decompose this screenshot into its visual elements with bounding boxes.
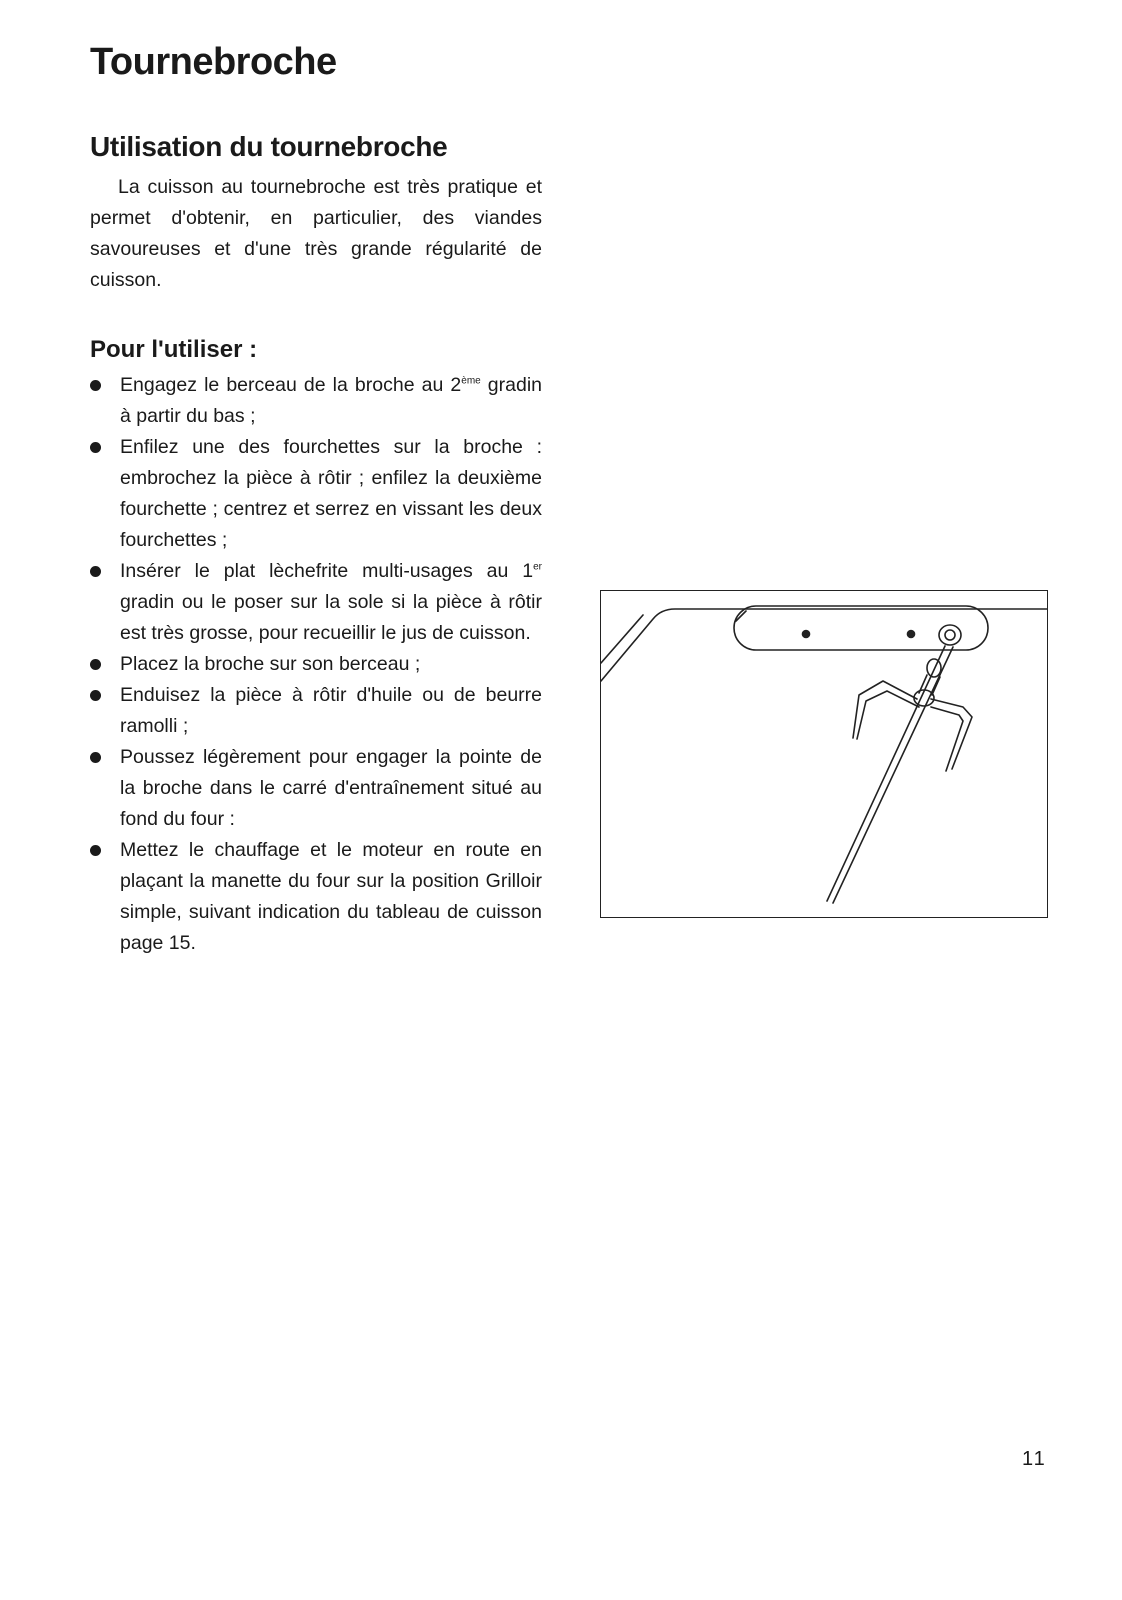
section-heading: Utilisation du tournebroche	[90, 131, 448, 162]
bullet-icon	[90, 442, 101, 453]
step-text: Insérer le plat lèchefrite multi-usages au 1	[120, 560, 534, 582]
instruction-step-6	[90, 742, 542, 835]
bullet-icon	[90, 752, 101, 763]
instruction-step-5	[90, 680, 542, 742]
step-text: Placez la broche sur son berceau ;	[120, 653, 421, 675]
rotisserie-spit-icon	[601, 591, 1048, 918]
step-superscript: ème	[461, 375, 481, 387]
bullet-icon	[90, 659, 101, 670]
instruction-step-2	[90, 432, 542, 556]
step-text: Engagez le berceau de la broche au 2	[120, 374, 462, 396]
page-title: Tournebroche	[90, 41, 337, 83]
instruction-step-4	[90, 649, 542, 680]
rotisserie-figure	[600, 590, 1048, 918]
bullet-icon	[90, 566, 101, 577]
step-text: Poussez légèrement pour engager la pointe de la broche dans le carré d'entraînement situé au fond du four :	[120, 746, 542, 830]
instructions-heading: Pour l'utiliser :	[90, 336, 258, 363]
step-superscript: er	[533, 561, 542, 573]
step-text: Enduisez la pièce à rôtir d'huile ou de beurre ramolli ;	[120, 684, 542, 737]
instruction-step-3	[90, 556, 542, 649]
step-text: Mettez le chauffage et le moteur en route en plaçant la manette du four sur la position Grilloir simple, suivant indication du tableau de cuisson page 15.	[120, 839, 542, 954]
step-text-continued: gradin à partir du bas ;	[120, 374, 543, 427]
step-text-continued: gradin ou le poser sur la sole si la pièce à rôtir est très grosse, pour recueillir le jus de cuisson.	[120, 591, 542, 644]
bullet-icon	[90, 380, 101, 391]
bullet-icon	[90, 690, 101, 701]
instruction-step-7	[90, 835, 542, 959]
instruction-step-1	[90, 370, 542, 432]
instruction-list	[90, 370, 542, 959]
bullet-icon	[90, 845, 101, 856]
page-number: 11	[1022, 1448, 1047, 1470]
intro-paragraph: La cuisson au tournebroche est très pratique et permet d'obtenir, en particulier, des viandes savoureuses et d'une très grande régularité de cuisson.	[90, 176, 542, 291]
step-text: Enfilez une des fourchettes sur la broche : embrochez la pièce à rôtir ; enfilez la deuxième fourchette ; centrez et serrez en vissant les deux fourchettes ;	[120, 436, 542, 551]
